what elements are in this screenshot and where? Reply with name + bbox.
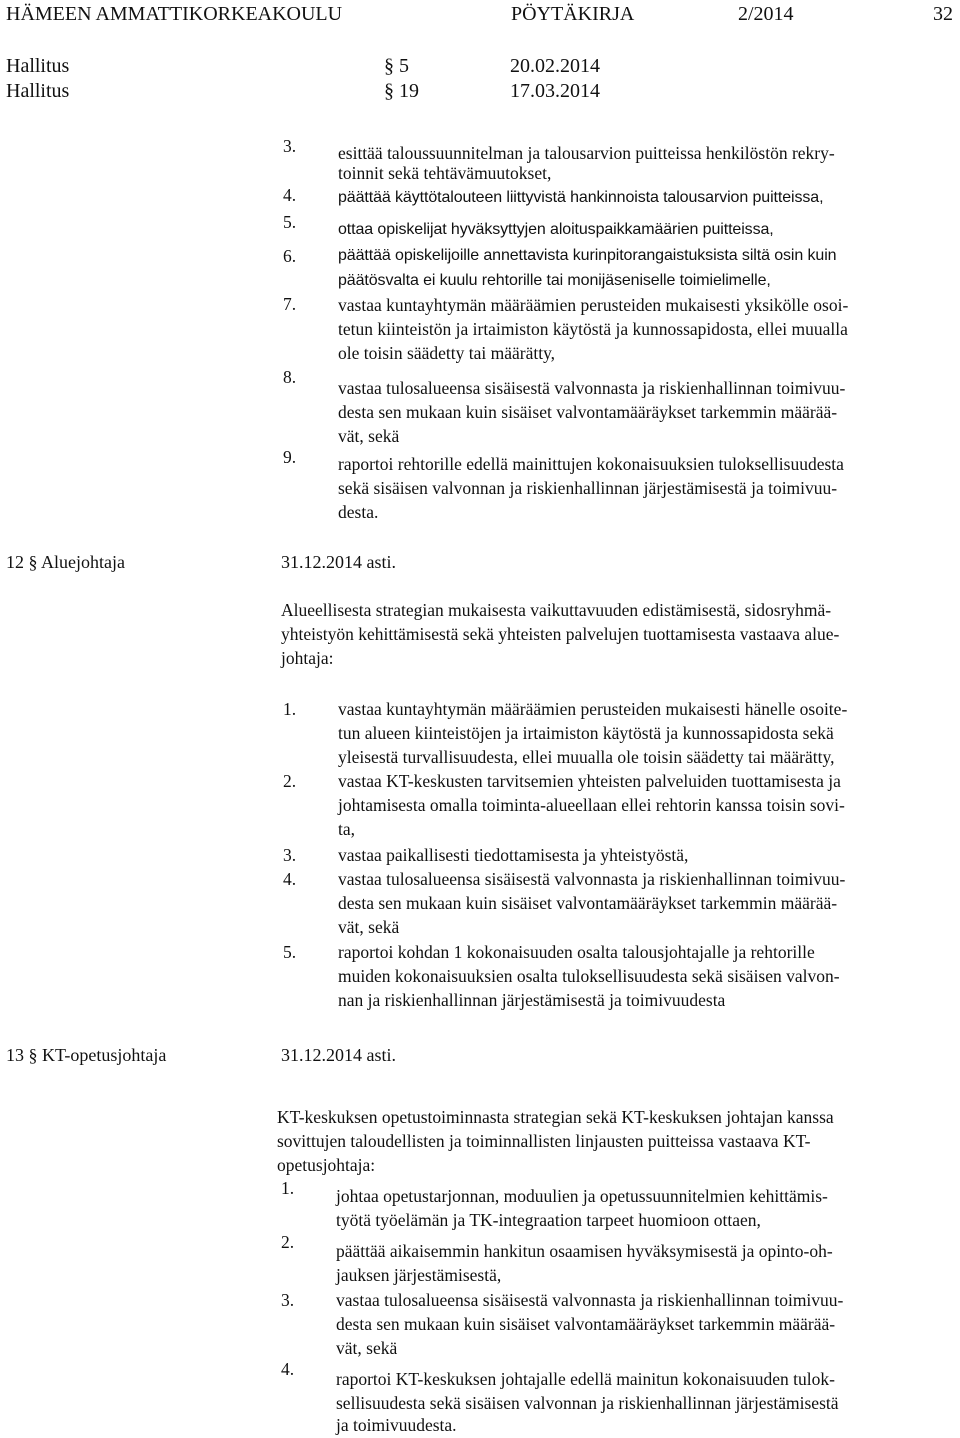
list-item-line: johtamisesta omalla toiminta-alueellaan ellei rehtorin kanssa toisin sovi- xyxy=(338,795,845,815)
section-13-validity: 31.12.2014 asti. xyxy=(281,1045,396,1065)
list-item-number: 4. xyxy=(283,869,297,889)
list-item-line: raportoi KT-keskuksen johtajalle edellä mainitun kokonaisuuden tulok- xyxy=(336,1369,835,1389)
ref-section: § 5 xyxy=(384,55,409,77)
list-item-line: sekä sisäisen valvonnan ja riskienhallinnan järjestämisestä ja toimivuu- xyxy=(338,478,838,498)
list-item-line: vät, sekä xyxy=(336,1338,398,1358)
list-item-number: 8. xyxy=(283,367,297,387)
list-item-number: 2. xyxy=(283,771,297,791)
ref-date: 17.03.2014 xyxy=(510,80,600,102)
section-12-intro-line: johtaja: xyxy=(281,648,334,668)
section-13-heading: 13 § KT-opetusjohtaja xyxy=(6,1045,167,1065)
list-item-number: 1. xyxy=(281,1178,295,1198)
list-item-number: 1. xyxy=(283,699,297,719)
page-number: 32 xyxy=(933,3,953,25)
list-item-line: johtaa opetustarjonnan, moduulien ja opetussuunnitelmien kehittämis- xyxy=(336,1186,828,1206)
section-12-heading: 12 § Aluejohtaja xyxy=(6,552,125,572)
list-item-line: vastaa tulosalueensa sisäisestä valvonnasta ja riskienhallinnan toimivuu- xyxy=(336,1290,844,1310)
list-item-number: 5. xyxy=(283,942,297,962)
section-12-validity: 31.12.2014 asti. xyxy=(281,552,396,572)
list-item-line: vastaa tulosalueensa sisäisestä valvonnasta ja riskienhallinnan toimivuu- xyxy=(338,869,846,889)
list-item-line: vastaa tulosalueensa sisäisestä valvonnasta ja riskienhallinnan toimivuu- xyxy=(338,378,846,398)
ref-body: Hallitus xyxy=(6,80,70,102)
list-item-number: 9. xyxy=(283,447,297,467)
list-item-line: päättää opiskelijoille annettavista kurinpitorangaistuksista siltä osin kuin xyxy=(338,247,837,264)
section-12-intro-line: yhteistyön kehittämisestä sekä yhteisten palvelujen tuottamisesta vastaava alue- xyxy=(281,624,840,644)
list-item-line: ta, xyxy=(338,819,356,839)
list-item-line: ole toisin säädetty tai määrätty, xyxy=(338,343,556,363)
list-item-line: vastaa KT-keskusten tarvitsemien yhteisten palveluiden tuottamisesta ja xyxy=(338,771,841,791)
list-item-line: toinnit sekä tehtävämuutokset, xyxy=(338,163,552,183)
list-item-line: päätösvalta ei kuulu rehtorille tai monijäseniselle toimielimelle, xyxy=(338,272,771,289)
list-item-number: 3. xyxy=(283,136,297,156)
section-13-intro-line: sovittujen taloudellisten ja toiminnallisten linjausten puitteissa vastaava KT- xyxy=(277,1131,811,1151)
list-item-line: desta sen mukaan kuin sisäiset valvontamääräykset tarkemmin määrää- xyxy=(338,402,838,422)
list-item-line: desta. xyxy=(338,502,379,522)
list-item-line: vät, sekä xyxy=(338,917,400,937)
list-item-number: 4. xyxy=(281,1359,295,1379)
section-13-intro-line: opetusjohtaja: xyxy=(277,1155,376,1175)
list-item-line: ja toimivuudesta. xyxy=(336,1415,457,1435)
list-item-line: desta sen mukaan kuin sisäiset valvontamääräykset tarkemmin määrää- xyxy=(336,1314,836,1334)
list-item-number: 3. xyxy=(281,1290,295,1310)
list-item-line: jauksen järjestämisestä, xyxy=(336,1265,502,1285)
list-item-line: muiden kokonaisuuksien osalta tuloksellisuudesta sekä sisäisen valvon- xyxy=(338,966,840,986)
list-item-line: vät, sekä xyxy=(338,426,400,446)
ref-body: Hallitus xyxy=(6,55,70,77)
list-item-line: raportoi rehtorille edellä mainittujen kokonaisuuksien tuloksellisuudesta xyxy=(338,454,844,474)
list-item-line: päättää aikaisemmin hankitun osaamisen hyväksymisestä ja opinto-oh- xyxy=(336,1241,833,1261)
list-item-number: 3. xyxy=(283,845,297,865)
list-item-number: 5. xyxy=(283,212,297,232)
list-item-line: nan ja riskienhallinnan järjestämisestä ja toimivuudesta xyxy=(338,990,726,1010)
list-item-line: desta sen mukaan kuin sisäiset valvontamääräykset tarkemmin määrää- xyxy=(338,893,838,913)
ref-date: 20.02.2014 xyxy=(510,55,600,77)
list-item-line: yleisestä turvallisuudesta, ellei muualla ole toisin säädetty tai määrätty, xyxy=(338,747,835,767)
document-type: PÖYTÄKIRJA xyxy=(511,3,635,25)
list-item-line: tetun kiinteistön ja irtaimiston käytöstä ja kunnossapidosta, ellei muualla xyxy=(338,319,848,339)
list-item-line: raportoi kohdan 1 kokonaisuuden osalta talousjohtajalle ja rehtorille xyxy=(338,942,815,962)
list-item-line: päättää käyttötalouteen liittyvistä hankinnoista talousarvion puitteissa, xyxy=(338,189,824,206)
section-13-intro-line: KT-keskuksen opetustoiminnasta strategian sekä KT-keskuksen johtajan kanssa xyxy=(277,1107,834,1127)
list-item-line: tun alueen kiinteistöjen ja irtaimiston käytöstä ja kunnossapidosta sekä xyxy=(338,723,834,743)
list-item-line: vastaa kuntayhtymän määräämien perusteiden mukaisesti yksikölle osoi- xyxy=(338,295,849,315)
list-item-number: 4. xyxy=(283,185,297,205)
list-item-number: 6. xyxy=(283,246,297,266)
list-item-line: esittää taloussuunnitelman ja talousarvion puitteissa henkilöstön rekry- xyxy=(338,143,835,163)
list-item-line: vastaa paikallisesti tiedottamisesta ja yhteistyöstä, xyxy=(338,845,689,865)
list-item-line: ottaa opiskelijat hyväksyttyjen aloituspaikkamäärien puitteissa, xyxy=(338,221,774,238)
list-item-line: työtä työelämän ja TK-integraation tarpeet huomioon ottaen, xyxy=(336,1210,761,1230)
list-item-line: sellisuudesta sekä sisäisen valvonnan ja riskienhallinnan järjestämisestä xyxy=(336,1393,839,1413)
organization-name: HÄMEEN AMMATTIKORKEAKOULU xyxy=(6,3,343,25)
document-number: 2/2014 xyxy=(738,3,794,25)
list-item-line: vastaa kuntayhtymän määräämien perusteiden mukaisesti hänelle osoite- xyxy=(338,699,848,719)
list-item-number: 7. xyxy=(283,294,297,314)
ref-section: § 19 xyxy=(384,80,419,102)
section-12-intro-line: Alueellisesta strategian mukaisesta vaikuttavuuden edistämisestä, sidosryhmä- xyxy=(281,600,832,620)
list-item-number: 2. xyxy=(281,1232,295,1252)
